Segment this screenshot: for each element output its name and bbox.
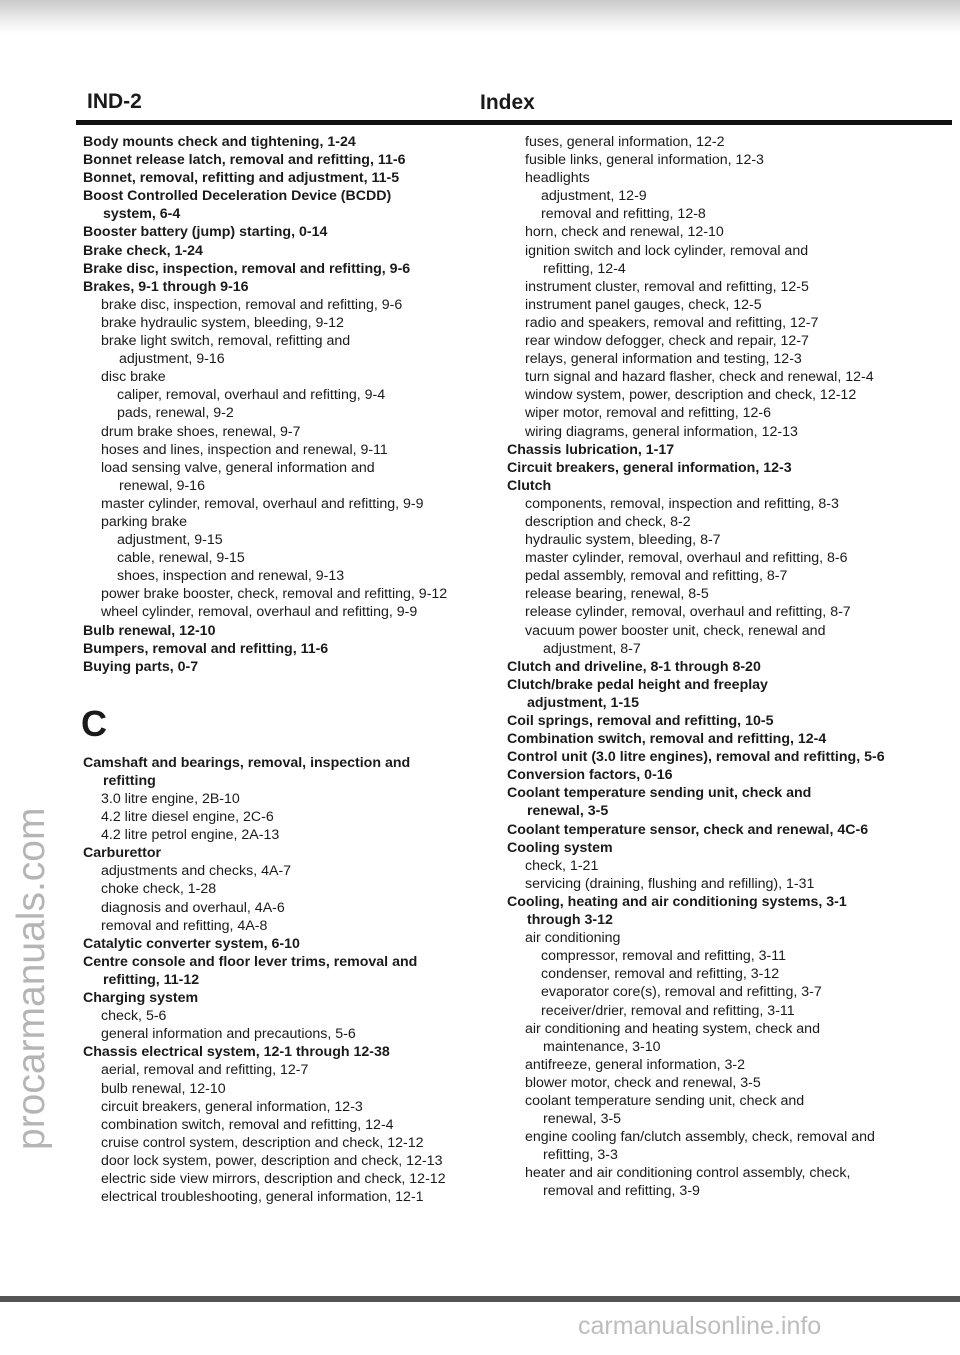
index-entry: Bumpers, removal and refitting, 11-6 bbox=[83, 640, 329, 657]
index-entry: Brakes, 9-1 through 9-16 bbox=[83, 278, 249, 295]
index-entry: through 3-12 bbox=[527, 912, 613, 929]
index-subentry: pads, renewal, 9-2 bbox=[117, 405, 234, 422]
index-subentry: drum brake shoes, renewal, 9-7 bbox=[101, 423, 301, 440]
index-subentry: electrical troubleshooting, general information, 12-1 bbox=[101, 1189, 424, 1206]
index-subentry: rear window defogger, check and repair, 12-7 bbox=[525, 333, 809, 350]
watermark-bottom: carmanualsonline.info bbox=[578, 1312, 822, 1340]
index-subentry: fuses, general information, 12-2 bbox=[525, 134, 725, 150]
index-subentry: vacuum power booster unit, check, renewal and bbox=[525, 622, 826, 639]
index-subentry: brake disc, inspection, removal and refitting, 9-6 bbox=[101, 296, 403, 313]
index-subentry: description and check, 8-2 bbox=[525, 513, 691, 530]
index-entry: Bonnet, removal, refitting and adjustment, 11-5 bbox=[83, 170, 400, 187]
section-letter: C bbox=[81, 702, 107, 744]
index-entry: Combination switch, removal and refitting, 12-4 bbox=[507, 731, 827, 748]
index-subentry: check, 1-21 bbox=[525, 857, 599, 874]
index-subentry: refitting, 3-3 bbox=[543, 1147, 618, 1164]
index-entry: Clutch bbox=[507, 477, 552, 494]
index-subentry: adjustment, 8-7 bbox=[543, 640, 641, 657]
page-title: Index bbox=[480, 91, 535, 114]
index-subentry: 4.2 litre petrol engine, 2A-13 bbox=[101, 827, 280, 844]
header-rule bbox=[76, 120, 952, 125]
index-entry: Centre console and floor lever trims, removal and bbox=[83, 953, 418, 970]
index-subentry: circuit breakers, general information, 12-3 bbox=[101, 1098, 363, 1115]
index-subentry: refitting, 12-4 bbox=[543, 260, 626, 277]
index-subentry: removal and refitting, 12-8 bbox=[541, 206, 706, 223]
scan-shadow-top bbox=[0, 0, 960, 34]
index-entry: Clutch and driveline, 8-1 through 8-20 bbox=[507, 658, 761, 675]
index-subentry: horn, check and renewal, 12-10 bbox=[525, 224, 724, 241]
index-subentry: renewal, 3-5 bbox=[543, 1111, 622, 1128]
index-subentry: 4.2 litre diesel engine, 2C-6 bbox=[101, 809, 274, 826]
index-entry: Bulb renewal, 12-10 bbox=[83, 622, 216, 639]
index-entry: Chassis lubrication, 1-17 bbox=[507, 441, 675, 458]
index-subentry: release cylinder, removal, overhaul and refitting, 8-7 bbox=[525, 604, 851, 621]
index-subentry: wheel cylinder, removal, overhaul and refitting, 9-9 bbox=[101, 604, 418, 621]
index-entry: adjustment, 1-15 bbox=[527, 694, 639, 711]
index-entry: refitting, 11-12 bbox=[103, 971, 200, 988]
index-entry: refitting bbox=[103, 772, 156, 789]
index-subentry: adjustment, 9-15 bbox=[117, 532, 223, 549]
index-subentry: instrument panel gauges, check, 12-5 bbox=[525, 296, 762, 313]
index-subentry: antifreeze, general information, 3-2 bbox=[525, 1056, 746, 1073]
index-subentry: cruise control system, description and check, 12-12 bbox=[101, 1134, 424, 1151]
index-subentry: fusible links, general information, 12-3 bbox=[525, 152, 764, 169]
index-entry: Cooling, heating and air conditioning systems, 3-1 bbox=[507, 893, 847, 910]
index-subentry: hoses and lines, inspection and renewal, 9-11 bbox=[101, 441, 388, 458]
index-entry: Carburettor bbox=[83, 845, 162, 862]
index-subentry: turn signal and hazard flasher, check and renewal, 12-4 bbox=[525, 369, 874, 386]
index-entry: Charging system bbox=[83, 990, 199, 1007]
index-entry: Circuit breakers, general information, 12-3 bbox=[507, 459, 792, 476]
index-subentry: instrument cluster, removal and refitting, 12-5 bbox=[525, 278, 809, 295]
index-subentry: blower motor, check and renewal, 3-5 bbox=[525, 1074, 761, 1091]
index-subentry: evaporator core(s), removal and refitting, 3-7 bbox=[541, 984, 822, 1001]
index-subentry: air conditioning bbox=[525, 930, 621, 947]
index-subentry: adjustment, 12-9 bbox=[541, 188, 647, 205]
index-subentry: wiper motor, removal and refitting, 12-6 bbox=[525, 405, 772, 422]
index-entry: system, 6-4 bbox=[103, 206, 181, 223]
index-subentry: heater and air conditioning control assembly, check, bbox=[525, 1165, 851, 1182]
index-subentry: air conditioning and heating system, check and bbox=[525, 1020, 820, 1037]
index-entry: Brake check, 1-24 bbox=[83, 242, 203, 259]
index-entry: renewal, 3-5 bbox=[527, 803, 609, 820]
index-subentry: power brake booster, check, removal and refitting, 9-12 bbox=[101, 586, 448, 603]
index-subentry: hydraulic system, bleeding, 8-7 bbox=[525, 532, 721, 549]
index-entry: Buying parts, 0-7 bbox=[83, 658, 199, 675]
index-subentry: adjustment, 9-16 bbox=[119, 351, 225, 368]
index-subentry: window system, power, description and check, 12-12 bbox=[525, 387, 857, 404]
index-subentry: bulb renewal, 12-10 bbox=[101, 1080, 226, 1097]
index-subentry: headlights bbox=[525, 170, 590, 187]
watermark-side: procarmanuals.com bbox=[10, 807, 53, 1150]
index-entry: Boost Controlled Deceleration Device (BCDD) bbox=[83, 188, 392, 205]
index-subentry: relays, general information and testing, 12-3 bbox=[525, 351, 802, 368]
index-entry: Clutch/brake pedal height and freeplay bbox=[507, 676, 768, 693]
index-subentry: wiring diagrams, general information, 12-13 bbox=[525, 423, 798, 440]
index-subentry: door lock system, power, description and check, 12-13 bbox=[101, 1152, 443, 1169]
index-subentry: shoes, inspection and renewal, 9-13 bbox=[117, 568, 345, 585]
index-subentry: engine cooling fan/clutch assembly, check, removal and bbox=[525, 1129, 875, 1146]
index-subentry: removal and refitting, 4A-8 bbox=[101, 917, 268, 934]
index-subentry: pedal assembly, removal and refitting, 8-7 bbox=[525, 568, 788, 585]
index-subentry: electric side view mirrors, description and check, 12-12 bbox=[101, 1170, 446, 1187]
index-entry: Coolant temperature sensor, check and renewal, 4C-6 bbox=[507, 821, 869, 838]
index-subentry: components, removal, inspection and refitting, 8-3 bbox=[525, 495, 839, 512]
index-subentry: radio and speakers, removal and refitting, 12-7 bbox=[525, 314, 819, 331]
index-subentry: receiver/drier, removal and refitting, 3-11 bbox=[541, 1002, 795, 1019]
index-entry: Cooling system bbox=[507, 839, 613, 856]
page-number: IND-2 bbox=[87, 90, 142, 113]
index-subentry: compressor, removal and refitting, 3-11 bbox=[541, 948, 786, 965]
index-subentry: combination switch, removal and refitting, 12-4 bbox=[101, 1116, 394, 1133]
index-subentry: load sensing valve, general information and bbox=[101, 459, 375, 476]
index-entry: Conversion factors, 0-16 bbox=[507, 767, 673, 784]
index-subentry: brake light switch, removal, refitting and bbox=[101, 333, 351, 350]
index-subentry: master cylinder, removal, overhaul and refitting, 8-6 bbox=[525, 550, 848, 567]
index-entry: Camshaft and bearings, removal, inspection and bbox=[83, 754, 411, 771]
index-entry: Brake disc, inspection, removal and refitting, 9-6 bbox=[83, 260, 411, 277]
index-entry: Chassis electrical system, 12-1 through 12-38 bbox=[83, 1044, 390, 1061]
index-subentry: general information and precautions, 5-6 bbox=[101, 1026, 356, 1043]
index-entry: Control unit (3.0 litre engines), removal and refitting, 5-6 bbox=[507, 749, 885, 766]
index-entry: Catalytic converter system, 6-10 bbox=[83, 935, 300, 952]
index-subentry: ignition switch and lock cylinder, removal and bbox=[525, 242, 809, 259]
index-subentry: servicing (draining, flushing and refilling), 1-31 bbox=[525, 875, 815, 892]
index-entry: Booster battery (jump) starting, 0-14 bbox=[83, 224, 328, 241]
index-subentry: 3.0 litre engine, 2B-10 bbox=[101, 791, 240, 807]
index-column-right bbox=[507, 133, 947, 1201]
index-subentry: adjustments and checks, 4A-7 bbox=[101, 863, 292, 880]
index-subentry: condenser, removal and refitting, 3-12 bbox=[541, 966, 780, 983]
index-subentry: cable, renewal, 9-15 bbox=[117, 550, 245, 567]
index-subentry: choke check, 1-28 bbox=[101, 881, 217, 898]
index-entry: Body mounts check and tightening, 1-24 bbox=[83, 134, 356, 150]
index-subentry: coolant temperature sending unit, check and bbox=[525, 1092, 805, 1109]
index-subentry: brake hydraulic system, bleeding, 9-12 bbox=[101, 314, 344, 331]
index-entry: Coolant temperature sending unit, check and bbox=[507, 785, 812, 802]
index-subentry: maintenance, 3-10 bbox=[543, 1038, 661, 1055]
index-entry: Bonnet release latch, removal and refitting, 11-6 bbox=[83, 152, 406, 169]
index-subentry: release bearing, renewal, 8-5 bbox=[525, 586, 709, 603]
index-subentry: master cylinder, removal, overhaul and refitting, 9-9 bbox=[101, 495, 424, 512]
index-subentry: renewal, 9-16 bbox=[119, 477, 205, 494]
index-subentry: diagnosis and overhaul, 4A-6 bbox=[101, 899, 285, 916]
index-subentry: aerial, removal and refitting, 12-7 bbox=[101, 1062, 309, 1079]
index-subentry: caliper, removal, overhaul and refitting, 9-4 bbox=[117, 387, 386, 404]
index-subentry: disc brake bbox=[101, 369, 166, 386]
scan-edge-bottom bbox=[0, 1296, 960, 1302]
index-subentry: parking brake bbox=[101, 513, 187, 530]
index-subentry: check, 5-6 bbox=[101, 1008, 167, 1025]
index-entry: Coil springs, removal and refitting, 10-5 bbox=[507, 713, 774, 729]
index-column-left bbox=[83, 133, 503, 1206]
index-subentry: removal and refitting, 3-9 bbox=[543, 1183, 700, 1200]
